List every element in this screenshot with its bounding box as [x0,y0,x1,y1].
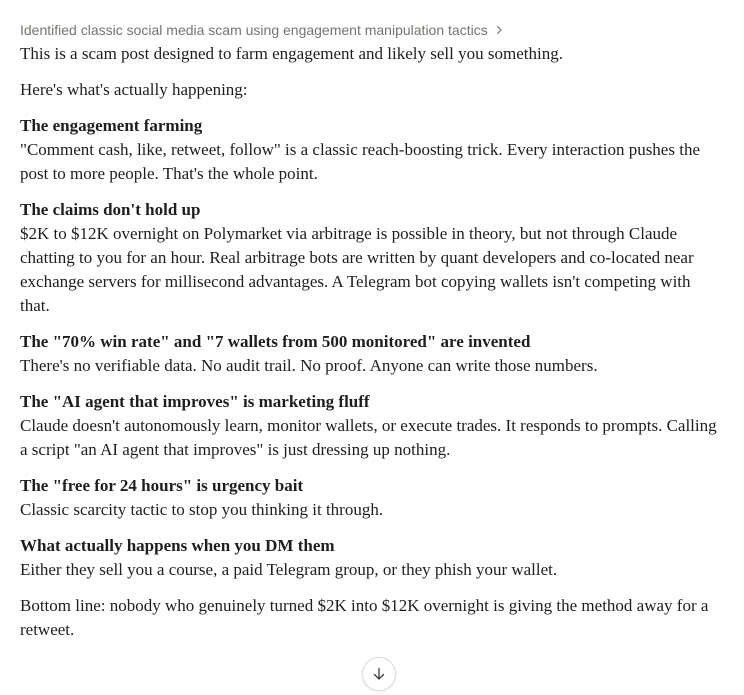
chevron-right-icon [494,25,504,35]
section-body: Claude doesn't autonomously learn, monitor wallets, or execute trades. It responds to prompts. Calling a script "an AI agent that improves" is just dressing up nothing. [20,416,717,459]
thinking-summary-toggle[interactable] [20,20,724,40]
section-heading: The "70% win rate" and "7 wallets from 500 monitored" are invented [20,332,531,351]
section-heading: The claims don't hold up [20,200,201,219]
arrow-down-icon [372,667,386,681]
message-section [20,198,724,318]
scroll-to-bottom-button[interactable] [362,657,396,691]
message-bottom-line: Bottom line: nobody who genuinely turned $2K into $12K overnight is giving the method away for a retweet. [20,596,709,639]
section-body: There's no verifiable data. No audit trail. No proof. Anyone can write those numbers. [20,356,598,375]
message-intro: This is a scam post designed to farm engagement and likely sell you something. [20,44,563,63]
message-section [20,474,724,522]
section-heading: What actually happens when you DM them [20,536,335,555]
section-body: $2K to $12K overnight on Polymarket via arbitrage is possible in theory, but not through Claude chatting to you for an hour. Real arbitrage bots are written by quant developers and co-located near exchange servers for millisecond advantages. A Telegram bot copying wallets isn't competing with that. [20,224,694,315]
section-body: Classic scarcity tactic to stop you thinking it through. [20,500,384,519]
section-heading: The "free for 24 hours" is urgency bait [20,476,304,495]
message-lead: Here's what's actually happening: [20,80,248,99]
assistant-message [20,42,724,642]
section-heading: The engagement farming [20,116,203,135]
section-body: "Comment cash, like, retweet, follow" is a classic reach-boosting trick. Every interaction pushes the post to more people. That's the whole point. [20,140,700,183]
thinking-summary-label: Identified classic social media scam using engagement manipulation tactics [20,22,488,38]
message-section [20,390,724,462]
message-section [20,114,724,186]
message-section [20,330,724,378]
message-section [20,534,724,582]
section-heading: The "AI agent that improves" is marketing fluff [20,392,370,411]
section-body: Either they sell you a course, a paid Telegram group, or they phish your wallet. [20,560,558,579]
